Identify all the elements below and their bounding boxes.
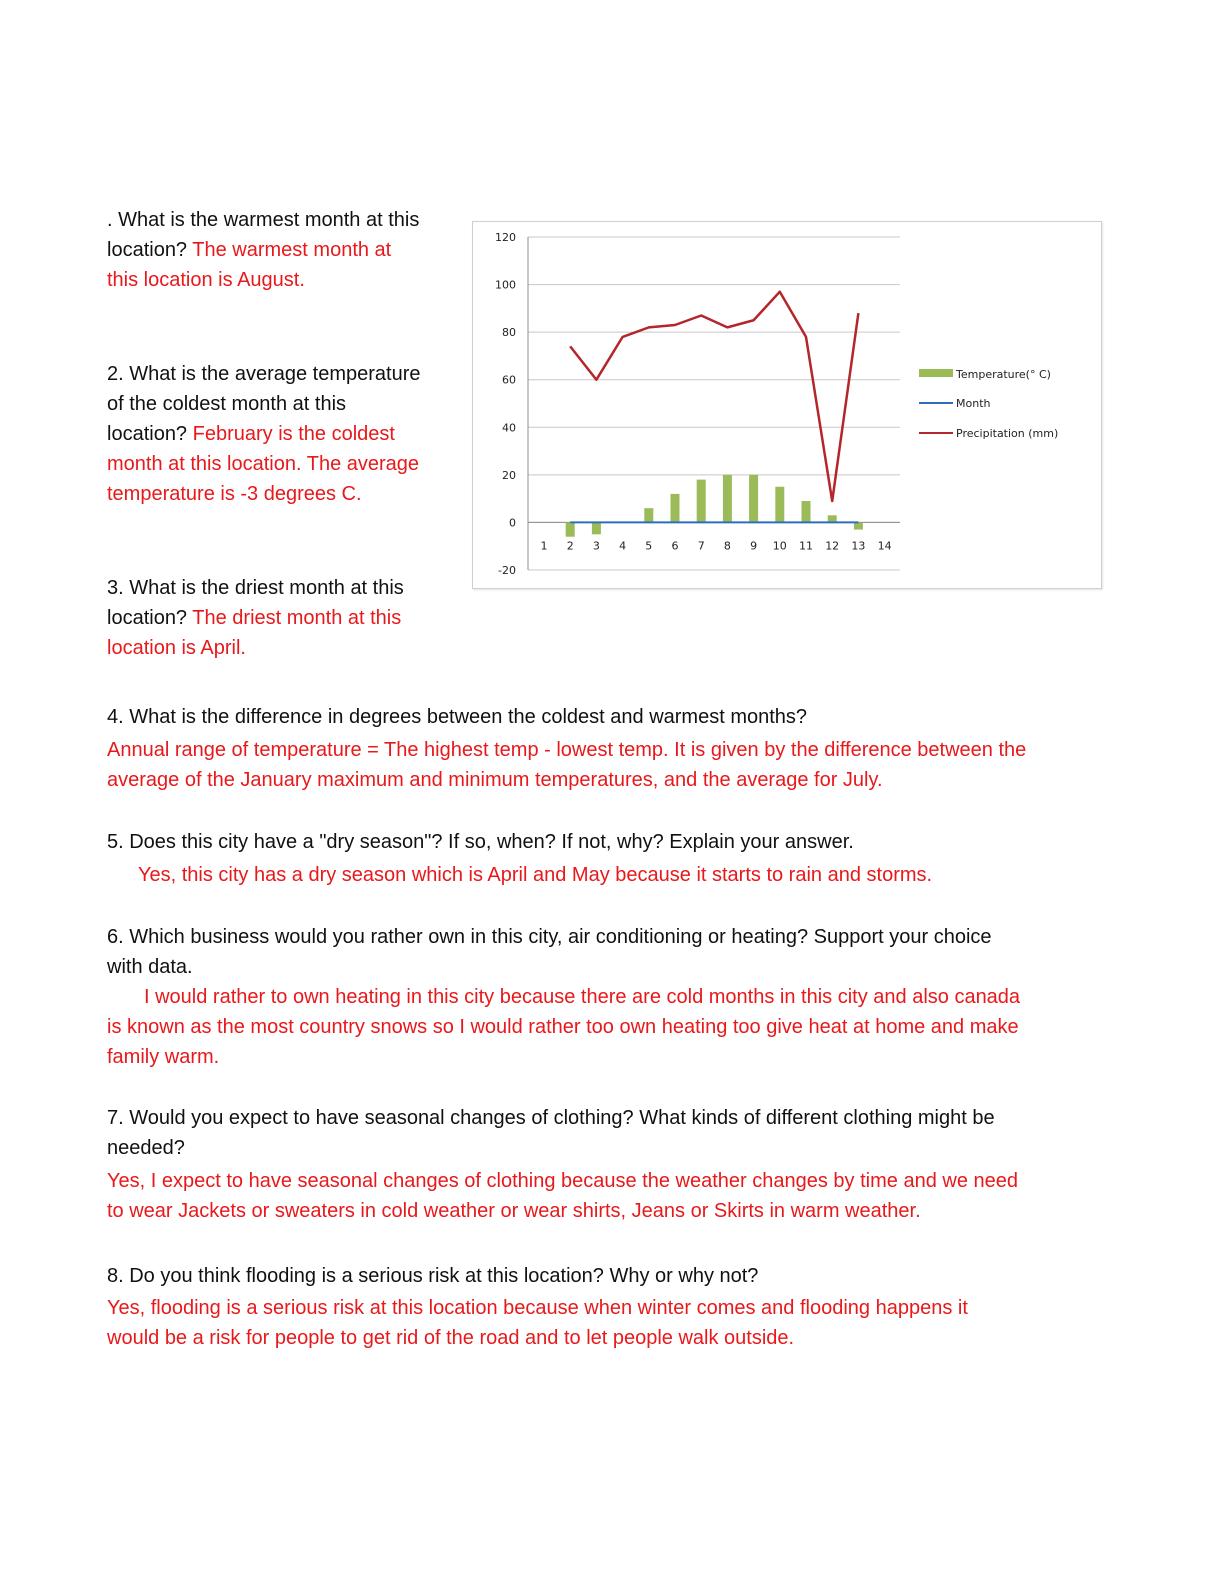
answer-6-line-3: family warm.: [107, 1046, 220, 1068]
y-tick-label: -20: [498, 564, 516, 577]
temperature-bar: [644, 508, 653, 522]
y-tick-label: 20: [502, 468, 516, 482]
answer-8: [107, 1293, 1127, 1353]
answer-2-line-2: month at this location. The average: [107, 453, 420, 475]
x-tick-label: 10: [772, 539, 787, 553]
temperature-bar: [671, 494, 680, 523]
x-tick-label: 2: [566, 539, 574, 553]
question-3-line-2: location?: [107, 607, 188, 629]
x-tick-label: 7: [697, 539, 705, 553]
climate-chart: [472, 221, 1102, 589]
temperature-bar: [854, 522, 863, 529]
x-tick-label: 11: [799, 539, 813, 553]
temperature-bar: [828, 515, 837, 522]
answer-1-line-2: this location is August.: [107, 269, 305, 291]
y-tick-label: 0: [509, 516, 516, 530]
temperature-bar: [566, 522, 575, 536]
answer-5: [138, 860, 1128, 890]
question-2-line-1: 2. What is the average temperature: [107, 363, 421, 385]
temperature-bar: [749, 475, 758, 523]
answer-5-text: Yes, this city has a dry season which is April and May because it starts to rain and storms.: [138, 864, 933, 886]
legend-label-precipitation: Precipitation (mm): [956, 427, 1059, 440]
x-tick-label: 5: [645, 539, 653, 553]
question-3-line-1: 3. What is the driest month at this: [107, 577, 404, 599]
temperature-bar: [592, 522, 601, 534]
question-8-text: 8. Do you think flooding is a serious risk at this location? Why or why not?: [107, 1265, 759, 1287]
answer-6-line-2: is known as the most country snows so I would rather too own heating too give heat at home and make: [107, 1016, 1019, 1038]
temperature-bar: [802, 501, 811, 522]
y-tick-label: 40: [502, 421, 516, 435]
y-tick-label: 100: [495, 278, 516, 292]
x-tick-label: 8: [723, 539, 731, 553]
answer-7-line-2: to wear Jackets or sweaters in cold weather or wear shirts, Jeans or Skirts in warm weather.: [107, 1200, 921, 1222]
question-4-text: 4. What is the difference in degrees between the coldest and warmest months?: [107, 706, 808, 728]
answer-2-line-3: temperature is -3 degrees C.: [107, 483, 362, 505]
temperature-bar: [775, 487, 784, 523]
question-2-line-3: location?: [107, 423, 188, 445]
temperature-bar: [723, 475, 732, 523]
answer-7-line-1: Yes, I expect to have seasonal changes of clothing because the weather changes by time and we need: [107, 1170, 1018, 1192]
question-1: [107, 205, 459, 295]
answer-3-line-1: The driest month at this: [192, 607, 402, 629]
climate-chart-svg: [473, 222, 1101, 588]
answer-4: [107, 735, 1127, 795]
x-tick-label: 6: [671, 539, 679, 553]
legend-swatch-temperature: [919, 369, 953, 377]
question-6: [107, 922, 1127, 1072]
question-7: [107, 1103, 1127, 1163]
legend-label-temperature: Temperature(° C): [956, 368, 1051, 381]
question-6-line-2: with data.: [107, 956, 193, 978]
answer-4-line-2: average of the January maximum and minimum temperatures, and the average for July.: [107, 769, 883, 791]
answer-8-line-1: Yes, flooding is a serious risk at this location because when winter comes and flooding happens it: [107, 1297, 968, 1319]
x-tick-label: 3: [592, 539, 600, 553]
y-tick-label: 120: [495, 231, 516, 244]
x-tick-label: 1: [540, 539, 548, 553]
question-4: [107, 702, 1127, 732]
answer-8-line-2: would be a risk for people to get rid of the road and to let people walk outside.: [107, 1327, 795, 1349]
x-tick-label: 14: [877, 539, 892, 553]
legend-label-month: Month: [956, 397, 991, 410]
question-7-line-1: 7. Would you expect to have seasonal changes of clothing? What kinds of different clothing might be: [107, 1107, 995, 1129]
question-7-line-2: needed?: [107, 1137, 185, 1159]
x-tick-label: 12: [825, 539, 840, 553]
precipitation-series-line: [570, 292, 858, 501]
question-5: [107, 827, 1127, 857]
x-tick-label: 13: [851, 539, 866, 553]
answer-4-line-1: Annual range of temperature = The highest temp - lowest temp. It is given by the difference between the: [107, 739, 1027, 761]
question-6-line-1: 6. Which business would you rather own in this city, air conditioning or heating? Support your choice: [107, 926, 992, 948]
x-tick-label: 4: [619, 539, 627, 553]
question-1-text: . What is the warmest month at this location?: [107, 209, 420, 261]
question-5-text: 5. Does this city have a "dry season"? If so, when? If not, why? Explain your answer.: [107, 831, 854, 853]
question-3: [107, 573, 459, 663]
y-tick-label: 60: [502, 373, 516, 387]
x-tick-label: 9: [750, 539, 758, 553]
temperature-bar: [697, 480, 706, 523]
question-2-line-2: of the coldest month at this: [107, 393, 347, 415]
answer-7: [107, 1166, 1127, 1226]
y-tick-label: 80: [502, 326, 516, 340]
question-8: [107, 1261, 1127, 1291]
answer-6-line-1: I would rather to own heating in this city because there are cold months in this city and also canada: [144, 986, 1021, 1008]
answer-1-line-1: The warmest month at: [192, 239, 392, 261]
question-2: [107, 359, 459, 509]
answer-2-line-1: February is the coldest: [192, 423, 395, 445]
answer-3-line-2: location is April.: [107, 637, 246, 659]
